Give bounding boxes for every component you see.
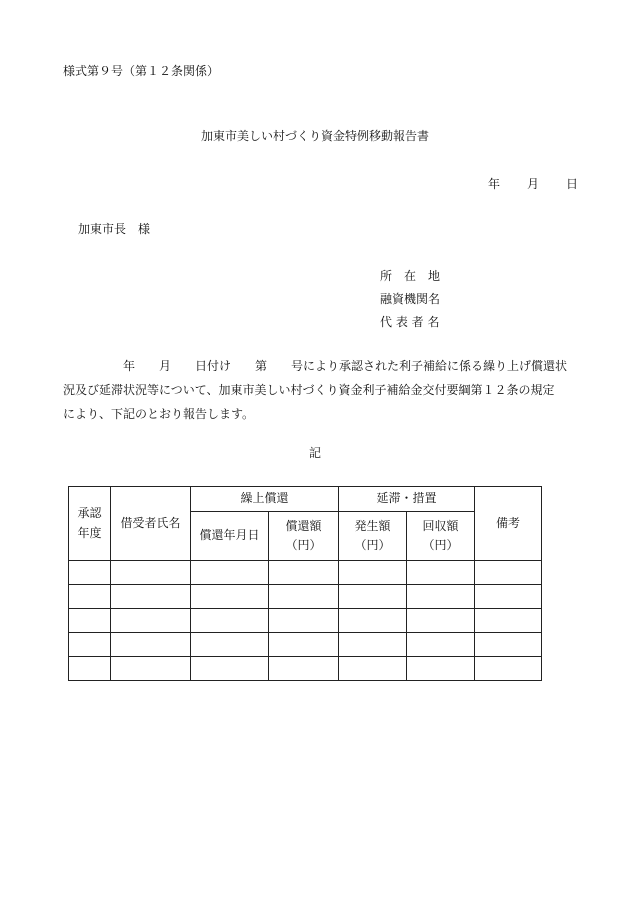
addressee: 加東市長 様 bbox=[78, 222, 151, 236]
table-cell bbox=[339, 657, 407, 681]
table-cell bbox=[111, 657, 191, 681]
header-remarks: 備考 bbox=[475, 487, 542, 561]
table-cell bbox=[475, 585, 542, 609]
table-row bbox=[69, 561, 542, 585]
table-cell bbox=[475, 657, 542, 681]
table-cell bbox=[269, 633, 339, 657]
table-cell bbox=[269, 609, 339, 633]
header-borrower-name: 借受者氏名 bbox=[111, 487, 191, 561]
body-text bbox=[63, 354, 583, 426]
table-cell bbox=[69, 561, 111, 585]
table-cell bbox=[475, 633, 542, 657]
table-cell bbox=[69, 657, 111, 681]
table-cell bbox=[191, 609, 269, 633]
table-cell bbox=[191, 633, 269, 657]
table-cell bbox=[111, 561, 191, 585]
header-collected-amount: 回収額 （円） bbox=[407, 512, 475, 561]
table-cell bbox=[407, 657, 475, 681]
table-cell bbox=[407, 633, 475, 657]
date-line bbox=[488, 178, 578, 190]
table-cell bbox=[191, 657, 269, 681]
header-repayment-date: 償還年月日 bbox=[191, 512, 269, 561]
table-cell bbox=[269, 561, 339, 585]
table-cell bbox=[111, 585, 191, 609]
table-cell bbox=[269, 657, 339, 681]
table-row bbox=[69, 609, 542, 633]
date-month-label: 月 bbox=[527, 177, 540, 191]
header-repayment-amount: 償還額 （円） bbox=[269, 512, 339, 561]
table-row bbox=[69, 633, 542, 657]
report-table bbox=[68, 486, 542, 681]
table-cell bbox=[407, 585, 475, 609]
table-cell bbox=[191, 585, 269, 609]
table-cell bbox=[339, 585, 407, 609]
reporter-block bbox=[380, 265, 440, 334]
table-cell bbox=[475, 561, 542, 585]
header-approval-year: 承認 年度 bbox=[69, 487, 111, 561]
table-row bbox=[69, 657, 542, 681]
reporter-representative-label: 代 表 者 名 bbox=[380, 315, 440, 329]
form-number: 様式第９号（第１２条関係） bbox=[63, 64, 220, 78]
body-line: により、下記のとおり報告します。 bbox=[63, 407, 255, 421]
table-row bbox=[69, 585, 542, 609]
table-cell bbox=[191, 561, 269, 585]
header-delinquency: 延滞・措置 bbox=[339, 487, 475, 512]
body-line: 況及び延滞状況等について、加東市美しい村づくり資金利子補給金交付要綱第１２条の規定 bbox=[63, 383, 555, 397]
table-cell bbox=[407, 609, 475, 633]
body-line: 年 月 日付け 第 号により承認された利子補給に係る繰り上げ償還状 bbox=[63, 359, 568, 373]
table-cell bbox=[111, 633, 191, 657]
header-occurred-amount: 発生額 （円） bbox=[339, 512, 407, 561]
table-cell bbox=[407, 561, 475, 585]
reporter-institution-label: 融資機関名 bbox=[380, 292, 441, 306]
table-cell bbox=[339, 609, 407, 633]
table-cell bbox=[339, 561, 407, 585]
table-cell bbox=[111, 609, 191, 633]
date-day-label: 日 bbox=[566, 177, 579, 191]
table-cell bbox=[69, 609, 111, 633]
table-cell bbox=[69, 585, 111, 609]
table-cell bbox=[475, 609, 542, 633]
ki-heading: 記 bbox=[308, 446, 321, 460]
header-early-repayment: 繰上償還 bbox=[191, 487, 339, 512]
table-cell bbox=[269, 585, 339, 609]
reporter-location-label: 所 在 地 bbox=[380, 269, 441, 283]
table-cell bbox=[339, 633, 407, 657]
date-year-label: 年 bbox=[488, 177, 501, 191]
table-cell bbox=[69, 633, 111, 657]
document-title: 加東市美しい村づくり資金特例移動報告書 bbox=[200, 129, 429, 143]
